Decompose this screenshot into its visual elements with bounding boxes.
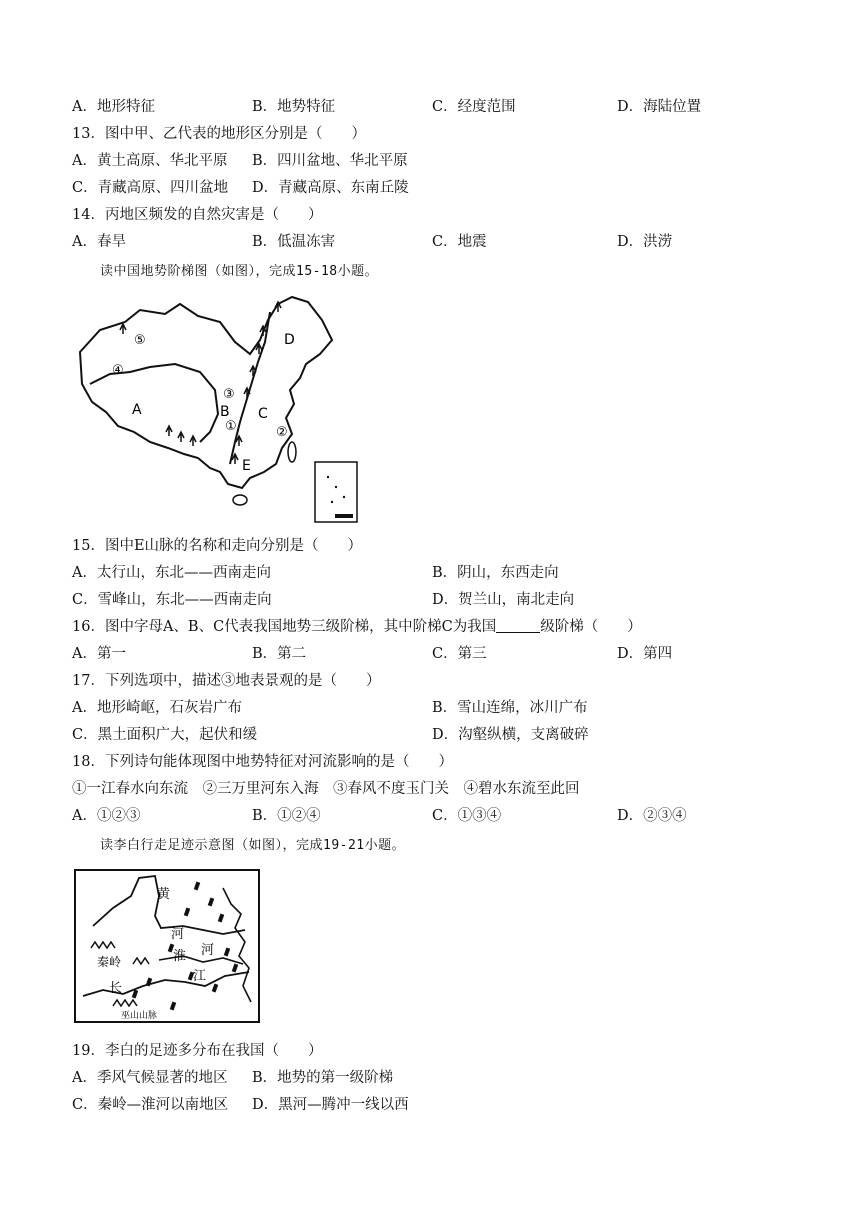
label-a: A <box>132 402 142 418</box>
answer-blank <box>496 618 540 633</box>
option-b: B．地势的第一级阶梯 <box>252 1070 394 1086</box>
label-qinling: 秦岭 <box>97 955 122 969</box>
label-circle-4: ④ <box>112 363 124 378</box>
option-a: A．太行山，东北——西南走向 <box>72 565 271 581</box>
option-b: B．地势特征 <box>252 99 336 115</box>
option-c: C．青藏高原、四川盆地 <box>72 180 229 196</box>
label-huang: 黄 <box>157 887 171 902</box>
q18-stem: 18．下列诗句能体现图中地势特征对河流影响的是（ ） <box>72 754 453 770</box>
option-b: B．四川盆地、华北平原 <box>252 153 408 169</box>
option-d: D．第四 <box>617 646 673 662</box>
option-b: B．①②④ <box>252 808 321 824</box>
label-huai: 淮 <box>173 949 187 964</box>
option-b: B．阴山，东西走向 <box>432 565 559 581</box>
option-b: B．第二 <box>252 646 307 662</box>
option-b: B．雪山连绵，冰川广布 <box>432 700 588 716</box>
q13-stem: 13．图中甲、乙代表的地形区分别是（ ） <box>72 126 366 142</box>
label-he-2: 河 <box>201 943 215 958</box>
label-circle-1: ① <box>225 419 237 434</box>
q18-poems: ①一江春水向东流 ②三万里河东入海 ③春风不度玉门关 ④碧水东流至此回 <box>72 781 580 797</box>
option-d: D．海陆位置 <box>617 99 702 115</box>
label-jiang: 江 <box>193 969 207 984</box>
option-d: D．贺兰山，南北走向 <box>432 592 575 608</box>
q16-stem-part2: 级阶梯（ ） <box>540 619 642 635</box>
option-c: C．黑土面积广大，起伏和缓 <box>72 727 258 743</box>
label-wushan: 巫山山脉 <box>121 1011 158 1021</box>
option-d: D．洪涝 <box>617 234 673 250</box>
q15-stem: 15．图中E山脉的名称和走向分别是（ ） <box>72 538 363 554</box>
option-c: C．经度范围 <box>432 99 516 115</box>
intro-15-18: 读中国地势阶梯图（如图），完成15-18小题。 <box>100 264 379 279</box>
label-he-1: 河 <box>171 927 185 942</box>
option-a: A．第一 <box>72 646 126 662</box>
label-circle-2: ② <box>276 425 288 440</box>
option-d: D．②③④ <box>617 808 687 824</box>
label-e: E <box>242 458 251 474</box>
option-a: A．①②③ <box>72 808 141 824</box>
li-bai-travel-map <box>73 868 263 1026</box>
option-b: B．低温冻害 <box>252 234 336 250</box>
intro-19-21: 读李白行走足迹示意图（如图），完成19-21小题。 <box>100 838 406 853</box>
option-a: A．春旱 <box>72 234 126 250</box>
option-a: A．地形特征 <box>72 99 155 115</box>
option-d: D．沟壑纵横，支离破碎 <box>432 727 589 743</box>
option-c: C．①③④ <box>432 808 502 824</box>
q17-stem: 17．下列选项中，描述③地表景观的是（ ） <box>72 673 381 689</box>
option-d: D．青藏高原、东南丘陵 <box>252 180 409 196</box>
option-a: A．地形崎岖，石灰岩广布 <box>72 700 242 716</box>
option-c: C．秦岭—淮河以南地区 <box>72 1097 229 1113</box>
option-d: D．黑河—腾冲一线以西 <box>252 1097 409 1113</box>
option-a: A．黄土高原、华北平原 <box>72 153 228 169</box>
option-a: A．季风气候显著的地区 <box>72 1070 228 1086</box>
option-c: C．雪峰山，东北——西南走向 <box>72 592 272 608</box>
china-terrain-steps-map <box>70 292 360 527</box>
q16-stem-part1: 16．图中字母A、B、C代表我国地势三级阶梯，其中阶梯C为我国 <box>72 619 497 635</box>
label-chang: 长 <box>109 981 123 996</box>
q19-stem: 19．李白的足迹多分布在我国（ ） <box>72 1043 323 1059</box>
label-d: D <box>284 332 295 348</box>
label-b: B <box>220 404 230 420</box>
q16-stem <box>72 617 642 637</box>
label-circle-3: ③ <box>223 387 235 402</box>
label-c: C <box>258 406 268 422</box>
q14-stem: 14．丙地区频发的自然灾害是（ ） <box>72 207 323 223</box>
label-circle-5: ⑤ <box>134 333 146 348</box>
option-c: C．地震 <box>432 234 487 250</box>
option-c: C．第三 <box>432 646 487 662</box>
